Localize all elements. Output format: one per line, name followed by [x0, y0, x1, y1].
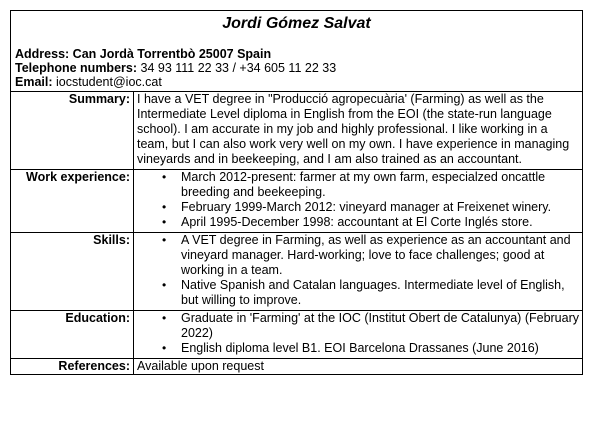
list-item [162, 233, 579, 278]
references-label: References: [11, 359, 134, 375]
bullet-icon: • [162, 341, 167, 355]
email-label: Email: [15, 75, 53, 89]
person-name: Jordi Gómez Salvat [222, 15, 371, 32]
address-value: Can Jordà Torrentbò 25007 Spain [72, 47, 272, 61]
bullet-icon: • [162, 200, 167, 214]
skills-list [137, 233, 579, 310]
list-item [162, 311, 579, 341]
list-item [162, 341, 579, 356]
work-item-text: February 1999-March 2012: vineyard manager at Freixenet winery. [181, 200, 552, 214]
education-row [11, 311, 583, 359]
header-cell [11, 11, 583, 92]
bullet-icon: • [162, 215, 167, 229]
education-list [137, 311, 579, 358]
bullet-icon: • [162, 233, 167, 247]
work-item-text: April 1995-December 1998: accountant at El Corte Inglés store. [181, 215, 533, 229]
skills-item-text: A VET degree in Farming, as well as experience as an accountant and vineyard manager. Hard-working; love to face challenges; good at working in a team. [181, 233, 571, 277]
work-row [11, 170, 583, 233]
header-row [11, 11, 583, 92]
work-list [137, 170, 579, 232]
skills-content [134, 233, 583, 311]
list-item [162, 170, 579, 200]
bullet-icon: • [162, 311, 167, 325]
phone-value: 34 93 111 22 33 / +34 605 11 22 33 [140, 61, 337, 75]
work-label: Work experience: [11, 170, 134, 233]
summary-label: Summary: [11, 92, 134, 170]
list-item [162, 200, 579, 215]
references-content [134, 359, 583, 375]
references-text: Available upon request [137, 359, 264, 373]
summary-row [11, 92, 583, 170]
email-line [15, 75, 578, 89]
work-content [134, 170, 583, 233]
skills-label: Skills: [11, 233, 134, 311]
email-value: iocstudent@ioc.cat [56, 75, 162, 89]
bullet-icon: • [162, 278, 167, 292]
bullet-icon: • [162, 170, 167, 184]
cv-table [10, 10, 583, 375]
summary-content [134, 92, 583, 170]
list-item [162, 215, 579, 230]
phone-line [15, 61, 578, 75]
education-content [134, 311, 583, 359]
references-row [11, 359, 583, 375]
education-label: Education: [11, 311, 134, 359]
address-label: Address: [15, 47, 70, 61]
skills-row [11, 233, 583, 311]
phone-label: Telephone numbers: [15, 61, 138, 75]
education-item-text: English diploma level B1. EOI Barcelona Drassanes (June 2016) [181, 341, 539, 355]
work-item-text: March 2012-present: farmer at my own farm, especialzed oncattle breeding and beekeeping. [181, 170, 546, 199]
education-item-text: Graduate in 'Farming' at the IOC (Institut Obert de Catalunya) (February 2022) [181, 311, 579, 340]
address-line [15, 47, 578, 61]
list-item [162, 278, 579, 308]
summary-text: I have a VET degree in "Producció agropecuària' (Farming) as well as the Intermediate Level diploma in English from the EOI (the state-run language school). I am accurate in my job and highly professional. I like working in a team, but I can also work very well on my own. I have experience in managing vineyards and in beekeeping, and I am also trained as an accountant. [137, 92, 570, 166]
skills-item-text: Native Spanish and Catalan languages. Intermediate level of English, but willing to improve. [181, 278, 565, 307]
